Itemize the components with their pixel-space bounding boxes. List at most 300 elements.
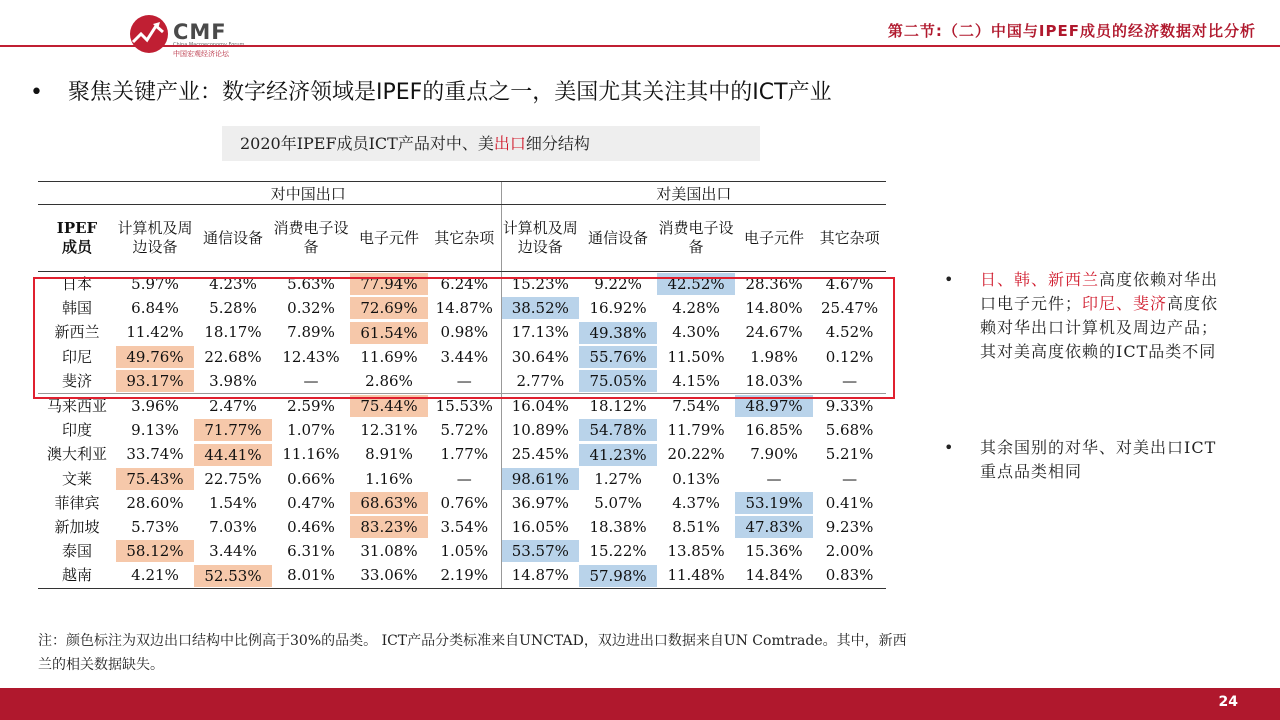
cell-value: 75.43% [116,468,194,490]
cell-value: 0.46% [287,518,335,537]
cell-value: 8.51% [672,518,720,537]
cell-cn-0 [116,515,194,539]
cell-value: 2.77% [516,371,565,390]
cell-value: 3.98% [209,371,257,390]
row-country: 泰国 [61,542,92,561]
cell-value: 31.08% [360,542,418,561]
cell-value: 47.83% [735,516,813,538]
cell-value: 98.61% [502,468,580,490]
cell-value: 4.37% [672,493,720,512]
cell-cn-1 [194,418,272,442]
cell-value: 5.68% [825,421,874,440]
cell-value: 9.33% [825,397,874,416]
cell-cn-3 [350,418,428,442]
cell-value: 77.94% [350,273,428,295]
table-row [38,345,886,369]
cell-cn-3 [350,515,428,539]
row-country: 菲律宾 [54,493,100,512]
cell-cn-0 [116,418,194,442]
cell-cn-1 [194,320,272,344]
cell-cn-3 [350,272,428,297]
cell-value: 1.07% [287,421,335,440]
cell-value: 68.63% [350,492,428,514]
cell-value: 0.76% [440,493,489,512]
cell-value: 25.47% [820,299,879,318]
cell-value: 20.22% [667,445,725,464]
cell-cn-3 [350,491,428,515]
cell-value: 0.13% [672,469,720,488]
cell-value: 14.87% [435,299,493,318]
header-cn-consumer: 消费电子设备 [272,205,350,272]
cell-us-2 [657,296,735,320]
cell-cn-1 [194,394,272,419]
cell-value: 57.98% [579,565,657,587]
cell-value: 15.22% [589,542,647,561]
cell-value: — [842,469,858,488]
cell-value: 1.27% [594,469,642,488]
cell-cn-2 [272,272,350,297]
footer-bar [0,688,1280,720]
cell-us-4 [813,320,886,344]
cell-cn-2 [272,296,350,320]
cell-us-1 [579,563,657,588]
table-group-header [38,182,886,205]
header-us-telecom: 通信设备 [579,205,657,272]
cell-cn-1 [194,515,272,539]
table-row [38,491,886,515]
cell-value: 16.85% [745,421,803,440]
side-note-2-dot: • [944,438,954,457]
table-title-prefix: 2020年IPEF成员ICT产品对中、美 [240,134,494,153]
header-us-components: 电子元件 [735,205,813,272]
cell-value: 14.80% [745,299,803,318]
cell-us-1 [579,442,657,466]
cell-us-2 [657,491,735,515]
cell-cn-3 [350,320,428,344]
cell-value: 4.23% [209,275,257,293]
cell-cn-2 [272,442,350,466]
table-row [38,515,886,539]
cell-value: 36.97% [511,493,569,512]
cell-value: 54.78% [579,419,657,441]
table-row [38,563,886,588]
cell-us-0 [501,539,579,563]
cell-value: 18.03% [745,371,803,390]
section-title: 第二节:（二）中国与IPEF成员的经济数据对比分析 [887,22,1256,40]
cell-value: 53.19% [735,492,813,514]
header-cn-components: 电子元件 [350,205,428,272]
cell-value: 53.57% [502,540,580,562]
cell-value: 41.23% [579,444,657,466]
table-column-header [38,205,886,272]
header-blank [38,182,116,205]
cell-us-4 [813,345,886,369]
header-us-misc: 其它杂项 [813,205,886,272]
cell-cn-2 [272,369,350,394]
cell-us-4 [813,563,886,588]
cell-us-3 [735,369,813,394]
cell-value: 13.85% [667,542,725,561]
cell-value: 1.05% [440,542,489,561]
page-number: 24 [1218,694,1238,710]
cell-cn-3 [350,442,428,466]
cell-us-3 [735,539,813,563]
side-note-1-red1: 日、韩、新西兰 [980,270,1100,289]
cell-value: — [303,371,319,390]
cell-cn-2 [272,515,350,539]
cell-value: 3.96% [131,397,179,416]
cell-us-0 [501,345,579,369]
cell-value: 2.59% [287,397,335,416]
row-country: 越南 [38,563,116,588]
cell-value: 3.44% [209,542,257,561]
cell-value: 14.84% [745,566,803,585]
main-bullet-text: 聚焦关键产业：数字经济领域是IPEF的重点之一，美国尤其关注其中的ICT产业 [68,80,832,105]
cell-value: 28.36% [745,275,803,293]
cell-us-1 [579,539,657,563]
cell-us-0 [501,418,579,442]
cell-us-1 [579,394,657,419]
logo-chinese: 中国宏观经济论坛 [173,50,229,58]
cell-value: 7.54% [672,397,720,416]
cell-value: 58.12% [116,540,194,562]
cell-cn-0 [116,491,194,515]
cell-us-4 [813,467,886,491]
cell-value: — [766,469,782,488]
row-country: 韩国 [61,299,92,318]
cell-us-1 [579,515,657,539]
cell-cn-4 [428,563,501,588]
cell-cn-4 [428,394,501,419]
side-note-1-red2: 印尼、斐济 [1082,294,1168,313]
row-country: 新加坡 [54,518,100,537]
table-body [38,272,886,589]
cell-us-1 [579,320,657,344]
header-group-us: 对美国出口 [501,182,886,205]
cell-us-2 [657,563,735,588]
cell-value: 15.53% [435,397,493,416]
cell-value: 16.92% [589,299,647,318]
cell-us-2 [657,418,735,442]
cell-us-0 [501,394,579,419]
cell-us-3 [735,394,813,419]
cell-value: 0.66% [287,469,335,488]
cell-us-4 [813,272,886,297]
row-country: 斐济 [61,371,92,390]
cell-value: 30.64% [511,347,569,366]
cell-cn-4 [428,320,501,344]
cell-us-2 [657,539,735,563]
cell-us-3 [735,515,813,539]
cell-value: 9.13% [131,421,179,440]
cell-value: 93.17% [116,370,194,392]
cell-cn-1 [194,491,272,515]
cell-value: 5.07% [594,493,642,512]
cell-value: 8.91% [365,445,413,464]
table-row [38,467,886,491]
cell-us-0 [501,515,579,539]
cell-cn-2 [272,467,350,491]
cell-value: 75.05% [579,370,657,392]
cell-value: 3.54% [440,518,489,537]
cell-value: 4.67% [825,275,874,293]
cell-us-2 [657,442,735,466]
cell-cn-0 [116,369,194,394]
cell-us-2 [657,320,735,344]
cell-value: 0.12% [825,347,874,366]
cell-value: 5.28% [209,299,257,318]
cell-value: 33.74% [126,445,184,464]
cell-us-3 [735,467,813,491]
cell-cn-1 [194,467,272,491]
header-cn-telecom: 通信设备 [194,205,272,272]
cell-value: 11.16% [282,445,340,464]
cell-value: 5.72% [440,421,489,440]
cell-us-4 [813,394,886,419]
cell-us-0 [501,320,579,344]
cell-us-3 [735,320,813,344]
cell-value: 71.77% [194,419,272,441]
cell-us-2 [657,394,735,419]
header-us-computer: 计算机及周边设备 [501,205,579,272]
table-row [38,369,886,394]
cell-us-0 [501,296,579,320]
cell-value: 8.01% [287,566,335,585]
cell-value: — [456,469,472,488]
cell-us-4 [813,369,886,394]
cell-us-4 [813,296,886,320]
cell-value: — [456,371,472,390]
cell-cn-2 [272,320,350,344]
cell-cn-1 [194,563,272,588]
side-note-1-text [980,268,1220,364]
cell-value: 5.63% [287,275,335,293]
cell-value: 11.50% [667,347,725,366]
cell-value: 11.42% [126,323,184,342]
header-cn-computer: 计算机及周边设备 [116,205,194,272]
cell-value: 44.41% [194,444,272,466]
cell-us-1 [579,296,657,320]
cell-value: 1.54% [209,493,257,512]
cell-value: 0.32% [287,299,335,318]
cell-us-4 [813,442,886,466]
cell-us-1 [579,491,657,515]
cell-value: 11.48% [667,566,725,585]
header-cn-misc: 其它杂项 [428,205,501,272]
cell-us-3 [735,442,813,466]
cell-value: 5.21% [825,445,874,464]
cell-value: 83.23% [350,516,428,538]
cell-value: 4.28% [672,299,720,318]
cell-value: 9.22% [594,275,642,293]
cell-cn-2 [272,491,350,515]
table-row [38,394,886,419]
cell-value: 1.16% [365,469,413,488]
cell-cn-0 [116,442,194,466]
cell-value: 5.97% [131,275,179,293]
row-country: 文莱 [61,469,92,488]
cell-us-4 [813,418,886,442]
table-row [38,320,886,344]
cell-value: 1.77% [440,445,489,464]
cell-cn-4 [428,491,501,515]
cell-value: 11.79% [667,421,725,440]
cell-value: 38.52% [502,297,580,319]
cell-cn-3 [350,539,428,563]
cell-value: 4.21% [131,566,179,585]
cell-us-1 [579,418,657,442]
cell-us-3 [735,491,813,515]
cell-cn-4 [428,272,501,297]
cell-us-1 [579,345,657,369]
cell-cn-3 [350,296,428,320]
cell-value: 52.53% [194,565,272,587]
cell-cn-0 [116,296,194,320]
cmf-logo-icon [127,12,171,56]
cell-cn-1 [194,369,272,394]
row-country: 澳大利亚 [46,445,107,464]
cell-value: 61.54% [350,322,428,344]
row-country: 马来西亚 [38,394,116,419]
cell-cn-3 [350,394,428,419]
side-note-1-text1: 高度依赖对华出口电子元件； [980,270,1219,313]
footnote: 注：颜色标注为双边出口结构中比例高于30%的品类。 ICT产品分类标准来自UNCTAD，双边进出口数据来自UN Comtrade。其中，新西兰的相关数据缺失。 [38,633,907,673]
cell-value: 28.60% [126,493,184,512]
cell-us-3 [735,272,813,297]
cell-value: 16.04% [511,397,569,416]
cell-cn-0 [116,394,194,419]
cell-value: 16.05% [511,518,569,537]
header-us-consumer: 消费电子设备 [657,205,735,272]
cell-cn-1 [194,296,272,320]
cell-value: 72.69% [350,297,428,319]
cell-value: 2.19% [440,566,489,585]
logo-text: CMF [173,20,227,44]
cell-value: 18.38% [589,518,647,537]
cell-cn-4 [428,442,501,466]
bullet-dot: • [30,80,43,105]
side-note-1-dot: • [944,270,954,289]
cell-us-1 [579,467,657,491]
cell-value: 3.44% [440,347,489,366]
table-title-suffix: 细分结构 [525,134,590,153]
cell-cn-1 [194,539,272,563]
cell-value: 18.17% [204,323,262,342]
cell-value: 14.87% [511,566,569,585]
cell-cn-1 [194,345,272,369]
cell-value: 6.24% [440,275,489,293]
cell-value: 12.43% [282,347,340,366]
cell-cn-2 [272,394,350,419]
ict-export-table [38,181,886,589]
cell-value: 42.52% [657,273,735,295]
cell-us-0 [501,467,579,491]
main-bullet [30,75,832,106]
cell-us-2 [657,369,735,394]
cell-value: 15.23% [511,275,569,293]
cell-cn-4 [428,345,501,369]
cell-cn-3 [350,467,428,491]
cell-cn-3 [350,345,428,369]
cell-us-2 [657,515,735,539]
cell-cn-4 [428,515,501,539]
cell-value: 18.12% [589,397,647,416]
cell-value: 7.89% [287,323,335,342]
cell-us-2 [657,345,735,369]
cell-value: 75.44% [350,395,428,417]
cell-value: 24.67% [745,323,803,342]
cell-us-2 [657,272,735,297]
row-country: 新西兰 [54,323,100,342]
cell-value: 1.98% [750,347,798,366]
row-country: 日本 [61,275,92,293]
table-row [38,442,886,466]
row-country: 印度 [61,421,92,440]
cell-value: 22.68% [204,347,262,366]
cell-value: 4.15% [672,371,720,390]
cell-value: 17.13% [511,323,569,342]
cell-us-4 [813,491,886,515]
cell-value: 7.90% [750,445,798,464]
cell-cn-4 [428,296,501,320]
cell-value: 12.31% [360,421,418,440]
table-title-highlight: 出口 [493,134,526,153]
cell-us-3 [735,418,813,442]
cell-value: 49.38% [579,322,657,344]
cell-value: 7.03% [209,518,257,537]
cell-us-2 [657,467,735,491]
table-row [38,272,886,297]
cell-value: 0.98% [440,323,489,342]
cell-cn-0 [116,320,194,344]
table-row [38,539,886,563]
cell-us-1 [579,272,657,297]
cell-value: 2.47% [209,397,257,416]
cell-cn-2 [272,418,350,442]
cell-cn-3 [350,563,428,588]
cell-us-4 [813,539,886,563]
cell-cn-1 [194,442,272,466]
table-row [38,296,886,320]
cell-value: 0.83% [825,566,874,585]
header-group-china: 对中国出口 [116,182,501,205]
cell-value: 15.36% [745,542,803,561]
row-country: 印尼 [61,347,92,366]
cell-cn-0 [116,539,194,563]
cell-us-0 [501,369,579,394]
cell-value: 0.41% [825,493,874,512]
cell-cn-1 [194,272,272,297]
cell-value: — [842,371,858,390]
cell-us-3 [735,345,813,369]
cell-cn-0 [116,345,194,369]
table-title [222,126,760,161]
header-divider [0,45,1280,47]
header-ipef-member: IPEF成员 [38,205,116,272]
cell-us-1 [579,369,657,394]
cell-cn-0 [116,467,194,491]
cell-value: 22.75% [204,469,262,488]
cell-cn-4 [428,418,501,442]
cell-cn-2 [272,563,350,588]
cell-cn-4 [428,369,501,394]
cell-cn-4 [428,467,501,491]
cell-us-3 [735,563,813,588]
cell-us-0 [501,563,579,588]
table-row [38,418,886,442]
cell-value: 33.06% [360,566,418,585]
cell-value: 0.47% [287,493,335,512]
